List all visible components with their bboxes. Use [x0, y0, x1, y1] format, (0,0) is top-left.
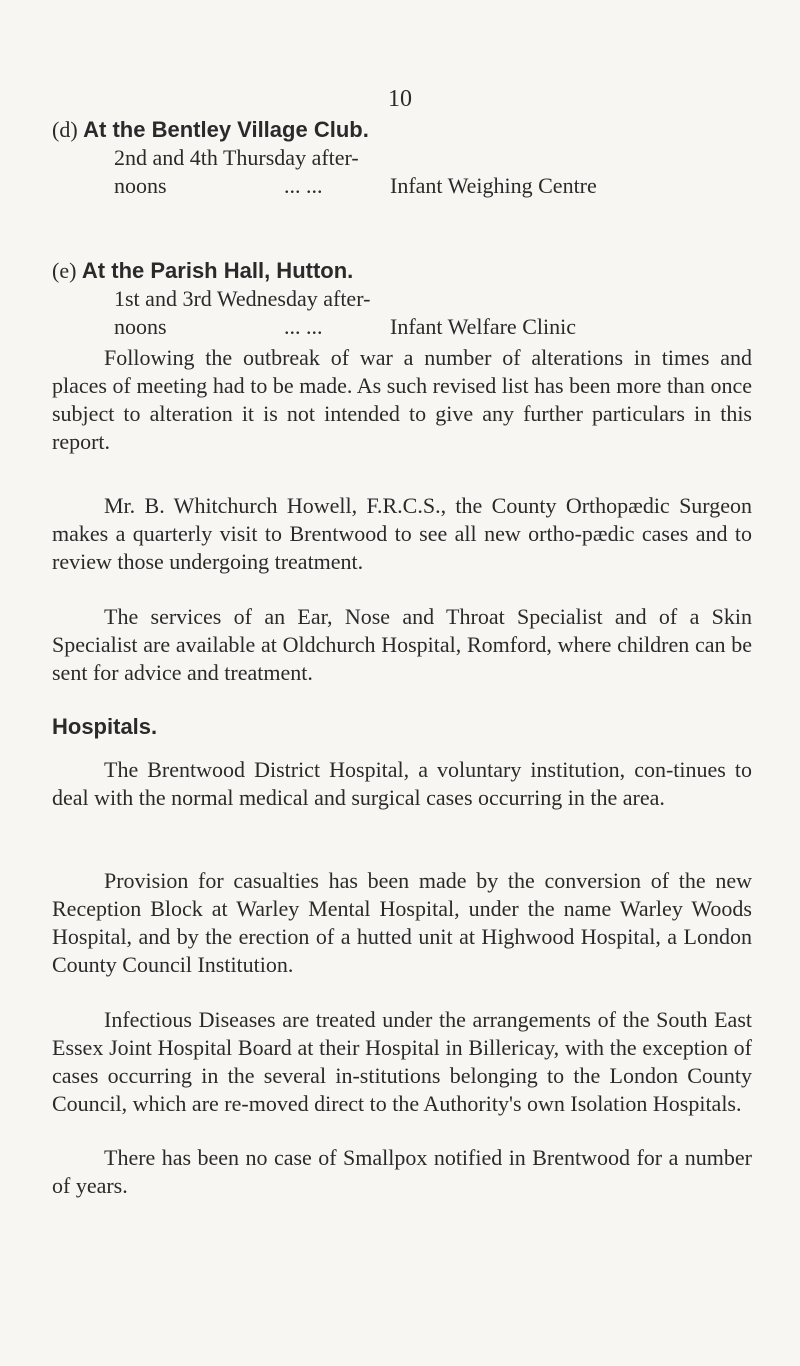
entry-schedule-line: 2nd and 4th Thursday after-: [114, 145, 359, 170]
paragraph-ent-skin: The services of an Ear, Nose and Throat Specialist and of a Skin Specialist are available at Oldchurch Hospital, Romford, where children can be sent for advice and treatment.: [52, 604, 752, 685]
schedule-entry-d: [52, 116, 752, 200]
schedule-entry-e: [52, 257, 752, 341]
entry-schedule-word: noons: [114, 314, 167, 339]
entry-service-line: [52, 313, 752, 341]
leader-dots: ... ...: [284, 173, 323, 198]
entry-heading: [52, 116, 752, 144]
entry-heading: [52, 257, 752, 285]
leader-dots: ... ...: [284, 314, 323, 339]
entry-title: At the Bentley Village Club.: [83, 117, 369, 142]
entry-schedule-line: 1st and 3rd Wednesday after-: [114, 286, 371, 311]
entry-schedule-word: noons: [114, 173, 167, 198]
page-number: 10: [388, 86, 412, 112]
paragraph-casualties: Provision for casualties has been made by the conversion of the new Reception Block at Warley Mental Hospital, under the name Warley Woods Hospital, and by the erection of a hutted unit at Highwood Hospital, a London County Council Institution.: [52, 868, 752, 977]
paragraph-smallpox: There has been no case of Smallpox notified in Brentwood for a number of years.: [52, 1145, 752, 1198]
entry-label: (e): [52, 258, 77, 283]
entry-label: (d): [52, 117, 78, 142]
entry-service: Infant Welfare Clinic: [390, 314, 576, 339]
paragraph-orthopaedic: Mr. B. Whitchurch Howell, F.R.C.S., the County Orthopædic Surgeon makes a quarterly visit to Brentwood to see all new ortho-pædic cases and to review those undergoing treatment.: [52, 493, 752, 574]
hospitals-heading: Hospitals.: [52, 714, 158, 739]
paragraph-district-hospital: The Brentwood District Hospital, a voluntary institution, con-tinues to deal with the normal medical and surgical cases occurring in the area.: [52, 757, 752, 810]
entry-service: Infant Weighing Centre: [390, 173, 597, 198]
entry-service-line: [52, 172, 752, 200]
paragraph-war-alterations: Following the outbreak of war a number of alterations in times and places of meeting had to be made. As such revised list has been more than once subject to alteration it is not intended to give any further particulars in this report.: [52, 345, 752, 454]
entry-title: At the Parish Hall, Hutton.: [81, 258, 354, 283]
paragraph-infectious-diseases: Infectious Diseases are treated under the arrangements of the South East Essex Joint Hospital Board at their Hospital in Billericay, with the exception of cases occurring in the several in-stitutions belonging to the London County Council, which are re-moved direct to the Authority's own Isolation Hospitals.: [52, 1007, 752, 1116]
